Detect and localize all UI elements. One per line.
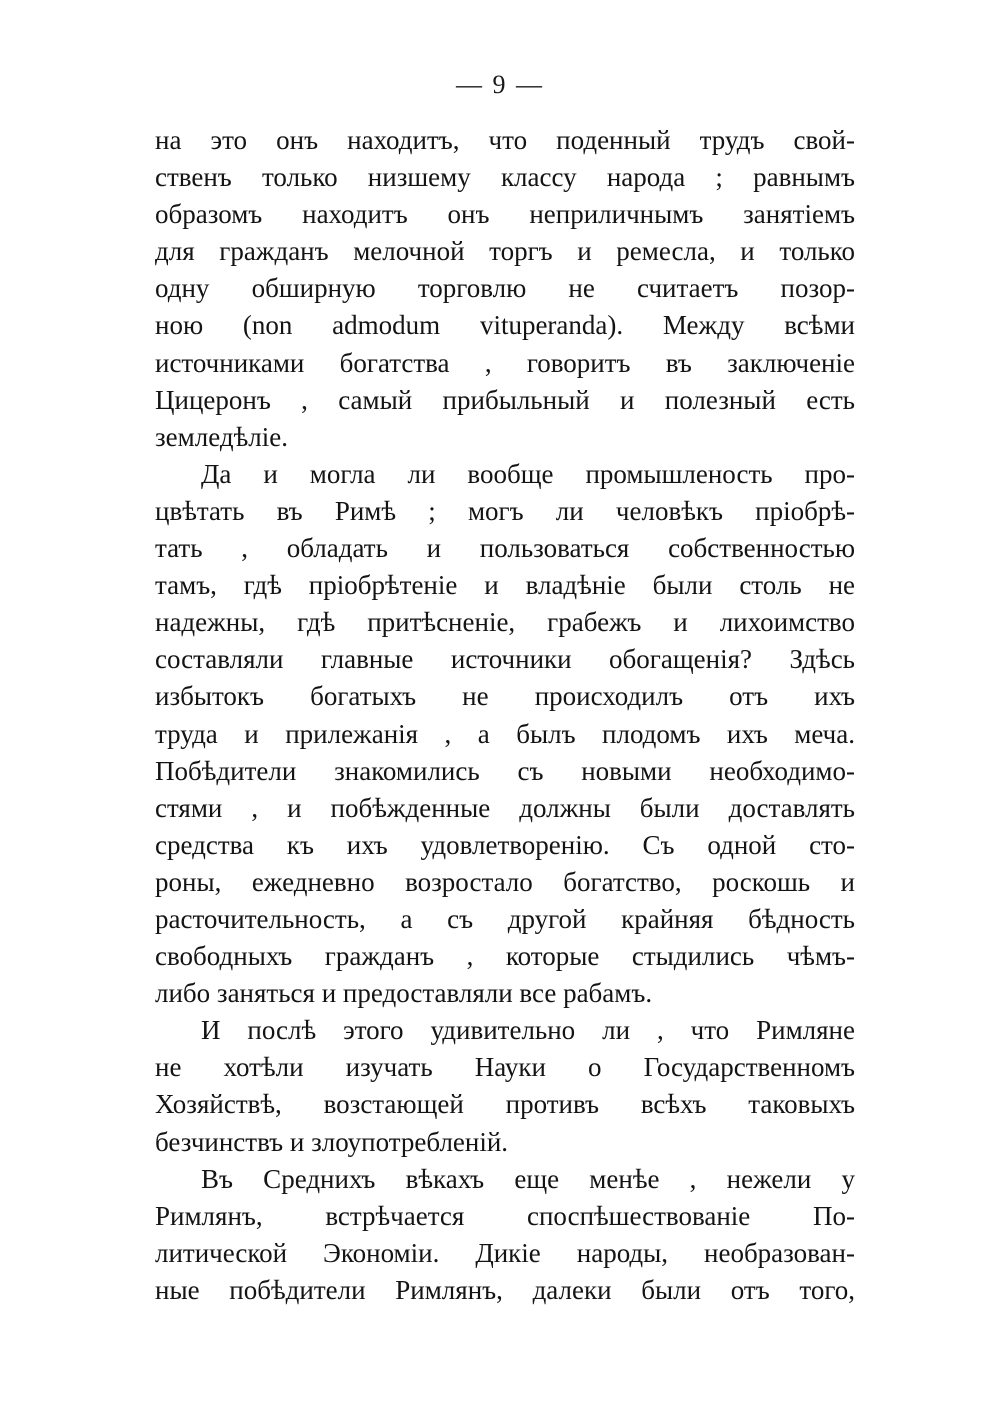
text-line: Да и могла ли вообще промышленость про- bbox=[201, 458, 855, 489]
text-line: не хотѣли изучать Науки о Государственномъ bbox=[155, 1052, 855, 1083]
text-line: составляли главные источники обогащенія? Здѣсь bbox=[155, 644, 855, 675]
page-number: — 9 — bbox=[456, 70, 544, 99]
text-line: труда и прилежанія , а былъ плодомъ ихъ меча. bbox=[155, 718, 855, 749]
paragraph bbox=[155, 1012, 855, 1160]
text-line: Цицеронъ , самый прибыльный и полезный есть bbox=[155, 384, 855, 415]
text-line: образомъ находитъ онъ неприличнымъ занятіемъ bbox=[155, 199, 855, 230]
paragraph bbox=[155, 1161, 855, 1309]
text-line: одну обширную торговлю не считаетъ позор- bbox=[155, 273, 855, 304]
text-line: ною (non admodum vituperanda). Между всѣми bbox=[155, 310, 855, 341]
body-text bbox=[155, 122, 855, 1309]
text-line: ственъ только низшему классу народа ; равнымъ bbox=[155, 162, 855, 193]
text-line: Хозяйствѣ, возстающей противъ всѣхъ таковыхъ bbox=[155, 1089, 855, 1120]
text-line: Побѣдители знакомились съ новыми необходимо- bbox=[155, 755, 855, 786]
text-line: ные побѣдители Римлянъ, далеки были отъ того, bbox=[155, 1274, 855, 1305]
paragraph bbox=[155, 122, 855, 456]
text-line: И послѣ этого удивительно ли , что Римляне bbox=[201, 1015, 855, 1046]
text-line: безчинствъ и злоупотребленій. bbox=[155, 1126, 509, 1157]
text-line: стями , и побѣжденные должны были доставлять bbox=[155, 792, 855, 823]
text-line: на это онъ находитъ, что поденный трудъ свой- bbox=[155, 125, 855, 155]
text-line: Въ Среднихъ вѣкахъ еще менѣе , нежели у bbox=[201, 1163, 855, 1194]
text-line: тать , обладать и пользоваться собственностью bbox=[155, 533, 855, 564]
text-line: расточительность, а съ другой крайняя бѣдность bbox=[155, 903, 855, 934]
text-line: цвѣтать въ Римѣ ; могъ ли человѣкъ пріобрѣ- bbox=[155, 495, 855, 526]
text-line: литической Экономіи. Дикіе народы, необразован- bbox=[155, 1237, 855, 1268]
text-line: средства къ ихъ удовлетворенію. Съ одной сто- bbox=[155, 829, 855, 860]
paragraph bbox=[155, 456, 855, 1012]
text-line: роны, ежедневно возростало богатство, роскошь и bbox=[155, 866, 855, 897]
text-line: для гражданъ мелочной торгъ и ремесла, и только bbox=[155, 236, 855, 267]
text-line: земледѣліе. bbox=[155, 421, 288, 452]
text-line: Римлянъ, встрѣчается споспѣшествованіе По- bbox=[155, 1200, 855, 1231]
text-line: свободныхъ гражданъ , которые стыдились чѣмъ- bbox=[155, 941, 855, 972]
text-line: тамъ, гдѣ пріобрѣтеніе и владѣніе были столь не bbox=[155, 570, 855, 601]
text-line: источниками богатства , говоритъ въ заключеніе bbox=[155, 347, 855, 378]
text-line: избытокъ богатыхъ не происходилъ отъ ихъ bbox=[155, 681, 855, 712]
text-line: надежны, гдѣ притѣсненіе, грабежъ и лихоимство bbox=[155, 607, 855, 638]
text-line: либо заняться и предоставляли все рабамъ. bbox=[155, 978, 653, 1009]
